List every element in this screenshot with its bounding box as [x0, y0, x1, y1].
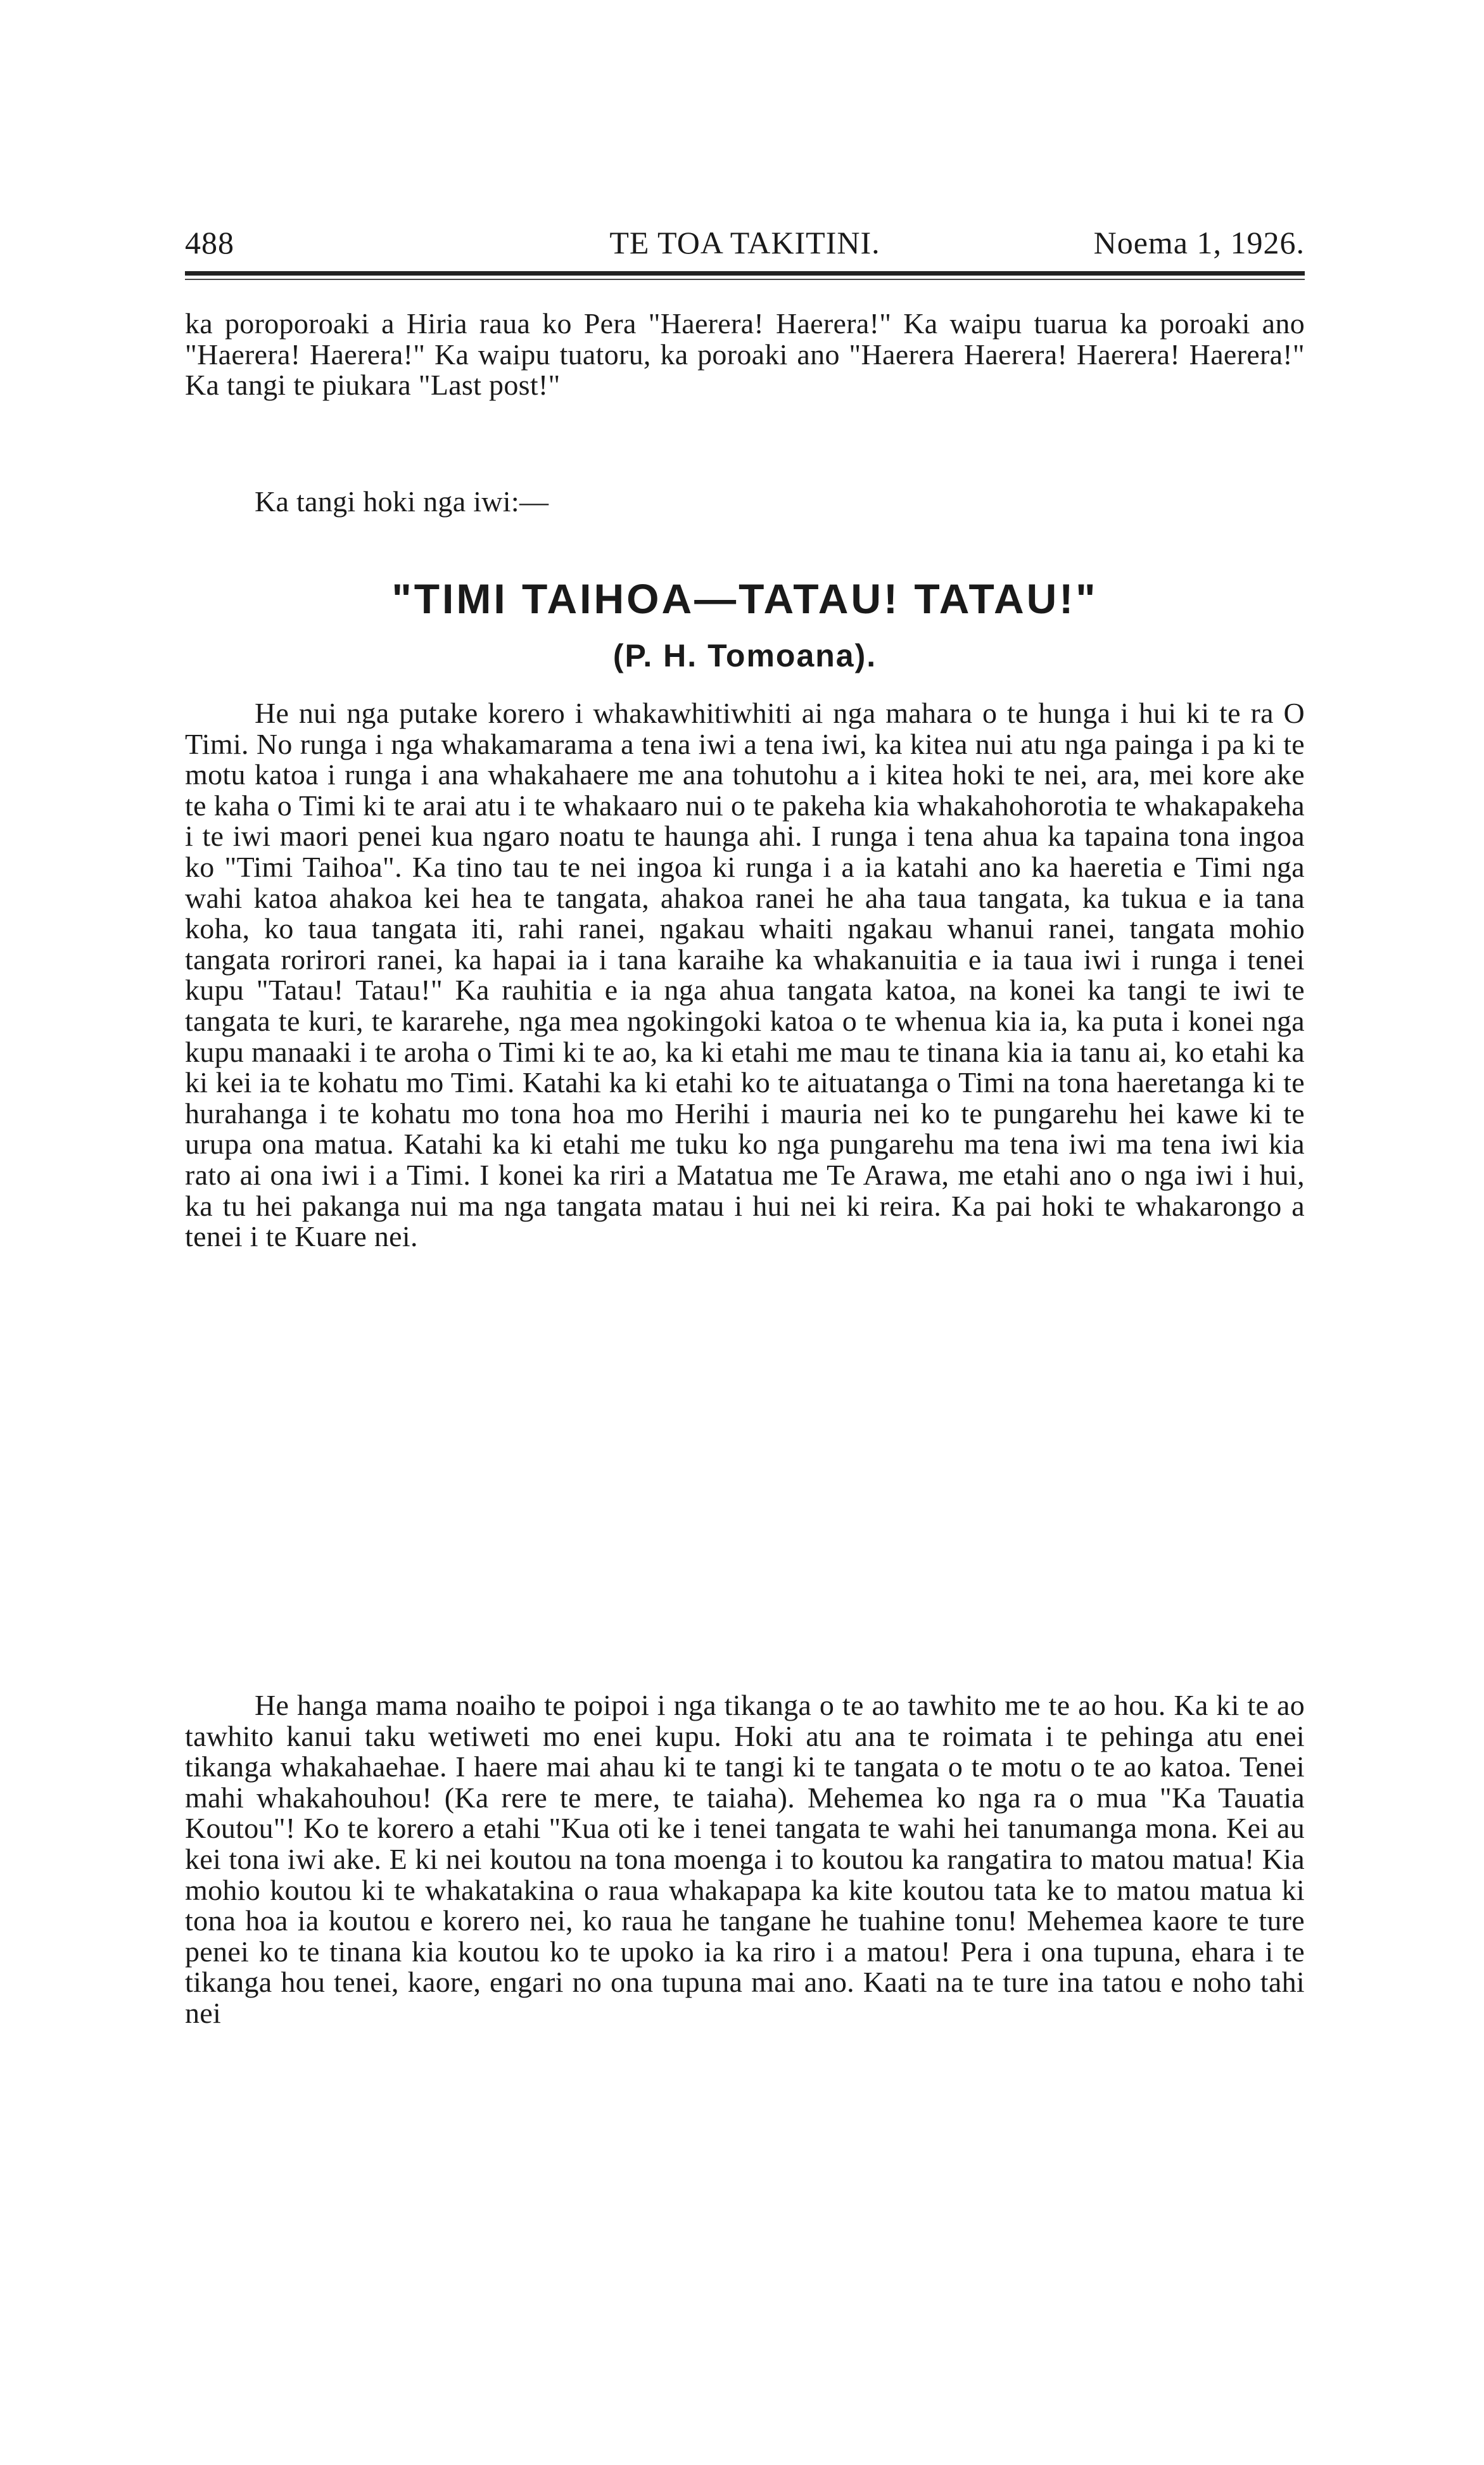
- issue-date: Noema 1, 1926.: [1093, 225, 1305, 260]
- page-number: 488: [185, 225, 234, 260]
- header-rule-thick: [185, 271, 1305, 276]
- song-title: "TIMI TAIHOA—TATAU! TATAU!": [391, 575, 1098, 622]
- song-author: (P. H. Tomoana).: [612, 638, 877, 673]
- lament-line: Ka tangi hoki nga iwi:—: [255, 485, 549, 518]
- intro-paragraph: ka poroporoaki a Hiria raua ko Pera "Haerera! Haerera!" Ka waipu tuarua ka poroaki ano "Haerera! Haerera!" Ka waipu tuatoru, ka poroaki ano "Haerera Haerera! Haerera! Haerera!" Ka tangi te piukara "Last post!": [185, 307, 1305, 402]
- lament-section: [185, 487, 1305, 518]
- body-paragraph: He nui nga putake korero i whakawhitiwhiti ai nga mahara o te hunga i hui ki te ra O Timi. No runga i nga whakamarama a tena iwi a tena iwi, ka kitea nui atu nga painga i pa ki te motu katoa i runga i ana whakahaere me ana tohutohu a i kitea hoki te nei, ara, mei kore ake te kaha o Timi ki te arai atu i te whakaaro nui o te pakeha kia whakahohorotia te whakapakeha i te iwi maori penei kua ngaro noatu te haunga ahi. I runga i tena ahua ka tapaina tona ingoa ko "Timi Taihoa". Ka tino tau te nei ingoa ki runga i a ia katahi ano ka haeretia e Timi nga wahi katoa ahakoa kei hea te tangata, ahakoa ranei he aha taua tangata, ka tukua e ia tana koha, ko taua tangata iti, rahi ranei, ngakau whaiti ngakau whanui ranei, tangata mohio tangata rorirori ranei, ka hapai ia i tana karaihe ka whakanuitia e ia taua iwi i runga i tenei kupu "Tatau! Tatau!" Ka rauhitia e ia nga ahua tangata katoa, na konei ka tangi te iwi te tangata te kuri, te kararehe, nga mea ngokingoki katoa o te whenua kia ia, ka puta i konei nga kupu manaaki i te aroha o Timi ki te ao, ka ki etahi me mau te tinana kia ia tanu ai, ko etahi ka ki kei ia te kohatu mo Timi. Katahi ka ki etahi ko te aituatanga o Timi na tona haeretanga ki te hurahanga i te kohatu mo tona hoa mo Herihi i mauria nei ko te pungarehu hei kawe ki te urupa ona matua. Katahi ka ki etahi me tuku ko nga pungarehu ma tena iwi ma tena iwi kia rato ai ona iwi i a Timi. I konei ka riri a Matatua me Te Arawa, me etahi ano o nga iwi i hui, ka tu hei pakanga nui ma nga tangata matau i hui nei ki reira. Ka pai hoki te whakarongo a tenei i te Kuare nei.: [185, 697, 1305, 1253]
- publication-title: TE TOA TAKITINI.: [609, 225, 880, 260]
- body-paragraph: He hanga mama noaiho te poipoi i nga tikanga o te ao tawhito me te ao hou. Ka ki te ao tawhito kanui taku wetiweti mo enei kupu. Hoki atu ana te roimata i te pehinga atu enei tikanga whakahaehae. I haere mai ahau ki te tangi ki te tangata o te motu o te ao katoa. Tenei mahi whakahouhou! (Ka rere te mere, te taiaha). Mehemea ko nga ra o mua "Ka Tauatia Koutou"! Ko te korero a etahi "Kua oti ke i tenei tangata te wahi hei tanumanga mona. Kei au kei tona iwi ake. E ki nei koutou na tona moenga i to koutou ka rangatira to matou matua! Kia mohio koutou ki te whakatakina o raua whakapapa ka kite koutou tata ke to matou matua ki tona hoa ia koutou e korero nei, ko raua he tangane he tuahine tonu! Mehemea kaore te ture penei ko te tinana kia koutou ko te upoko ia ka riro i a matou! Pera i ona tupuna, ehara i te tikanga hou tenei, kaore, engari no ona tupuna mai ano. Kaati na te ture ina tatou e noho tahi nei: [185, 1689, 1305, 2029]
- page-header: [185, 220, 1305, 265]
- body-section-2: [185, 1690, 1305, 2029]
- body-section-1: [185, 698, 1305, 1252]
- intro-section: [185, 309, 1305, 401]
- header-rule-thin: [185, 279, 1305, 280]
